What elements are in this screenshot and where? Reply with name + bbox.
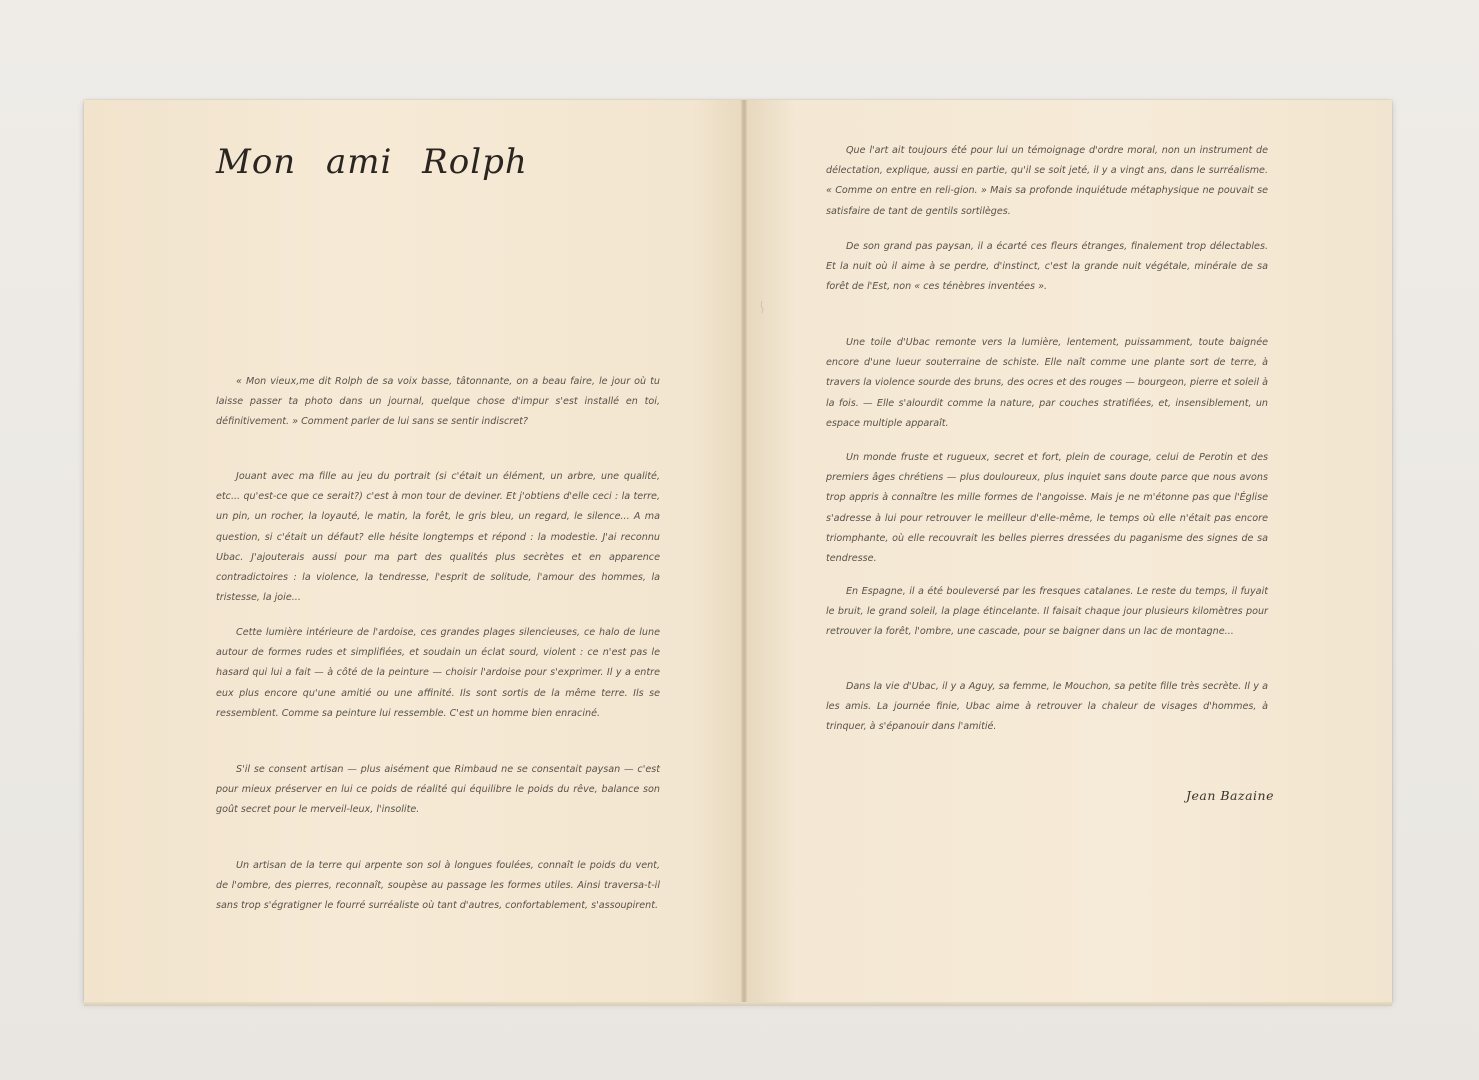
paragraph: Dans la vie d'Ubac, il y a Aguy, sa femme, le Mouchon, sa petite fille très secrète. Il y a les amis. La journée finie, Ubac aime à retrouver la chaleur de visages d'hommes, à trinquer, à s'épanouir dans l'amitié. (826, 681, 1268, 733)
page-title: Mon ami Rolph (216, 142, 528, 182)
paragraph: Jouant avec ma fille au jeu du portrait (si c'était un élément, un arbre, une qualité, etc... qu'est-ce que ce serait?) c'est à mon tour de deviner. Et j'obtiens d'elle ceci : la terre, un pin, un rocher, la loyauté, le matin, la forêt, le gris bleu, un regard, le silence... A ma question, si c'était un défaut? elle hésite longtemps et répond : la modestie. J'ai reconnu Ubac. J'ajouterais aussi pour ma part des qualités plus secrètes et en apparence contradictoires : la violence, la tendresse, l'esprit de solitude, l'amour des hommes, la tristesse, la joie... (216, 471, 660, 604)
page-edge (84, 1002, 1392, 1006)
booklet-spine (741, 100, 747, 1002)
paragraph: Que l'art ait toujours été pour lui un témoignage d'ordre moral, non un instrument de délectation, explique, aussi en partie, qu'il se soit jeté, il y a vingt ans, dans le surréalisme. « Comme on entre en reli-gion. » Mais sa profonde inquiétude métaphysique ne pouvait se satisfaire de tant de gentils sortilèges. (826, 145, 1268, 217)
paragraph: Une toile d'Ubac remonte vers la lumière, lentement, puissamment, toute baignée encore d'une lueur souterraine de schiste. Elle naît comme une plante sort de terre, à travers la violence sourde des bruns, des ocres et des rouges — bourgeon, pierre et soleil à la fois. — Elle s'alourdit comme la nature, par couches stratifiées, et, insensiblement, un espace multiple apparaît. (826, 337, 1268, 429)
paragraph: De son grand pas paysan, il a écarté ces fleurs étranges, finalement trop délectables. Et la nuit où il aime à se perdre, d'instinct, c'est la grande nuit végétale, minérale de sa forêt de l'Est, non « ces ténèbres inventées ». (826, 241, 1268, 293)
paragraph: Un artisan de la terre qui arpente son sol à longues foulées, connaît le poids du vent, de l'ombre, des pierres, reconnaît, soupèse au passage les formes utiles. Ainsi traversa-t-il sans trop s'égratigner le fourré surréaliste où tant d'autres, confortablement, s'assoupirent. (216, 860, 660, 912)
paragraph: En Espagne, il a été bouleversé par les fresques catalanes. Le reste du temps, il fuyait le bruit, le grand soleil, la plage étincelante. Il faisait chaque jour plusieurs kilomètres pour retrouver la forêt, l'ombre, une cascade, pour se baigner dans un lac de montagne... (826, 586, 1268, 638)
author-signature: Jean Bazaine (1185, 788, 1274, 803)
right-page (744, 100, 1392, 1002)
left-page (84, 100, 744, 1002)
open-booklet (84, 100, 1392, 1002)
paragraph: « Mon vieux,me dit Rolph de sa voix basse, tâtonnante, on a beau faire, le jour où tu laisse passer ta photo dans un journal, quelque chose d'impur s'est installé en toi, définitivement. » Comment parler de lui sans se sentir indiscret? (216, 376, 660, 428)
paragraph: S'il se consent artisan — plus aisément que Rimbaud ne se consentait paysan — c'est pour mieux préserver en lui ce poids de réalité qui équilibre le poids du rêve, balance son goût secret pour le merveil-leux, l'insolite. (216, 764, 660, 816)
paragraph: Un monde fruste et rugueux, secret et fort, plein de courage, celui de Perotin et des premiers âges chrétiens — plus douloureux, plus inquiet sans doute parce que nous avons trop appris à connaître les mille formes de l'angoisse. Mais je ne m'étonne pas que l'Église s'adresse à lui pour retrouver le meilleur d'elle-même, le temps où elle n'était pas encore triomphante, où elle recouvrait les belles pierres dressées du paganisme des signes de sa tendresse. (826, 452, 1268, 565)
paragraph: Cette lumière intérieure de l'ardoise, ces grandes plages silencieuses, ce halo de lune autour de formes rudes et simplifiées, et soudain un éclat sourd, violent : ce n'est pas le hasard qui lui a fait — à côté de la peinture — choisir l'ardoise pour s'exprimer. Il y a entre eux plus encore qu'une amitié ou une affinité. Ils sont sortis de la même terre. Ils se ressemblent. Comme sa peinture lui ressemble. C'est un homme bien enraciné. (216, 627, 660, 719)
pencil-mark-icon (759, 300, 765, 314)
